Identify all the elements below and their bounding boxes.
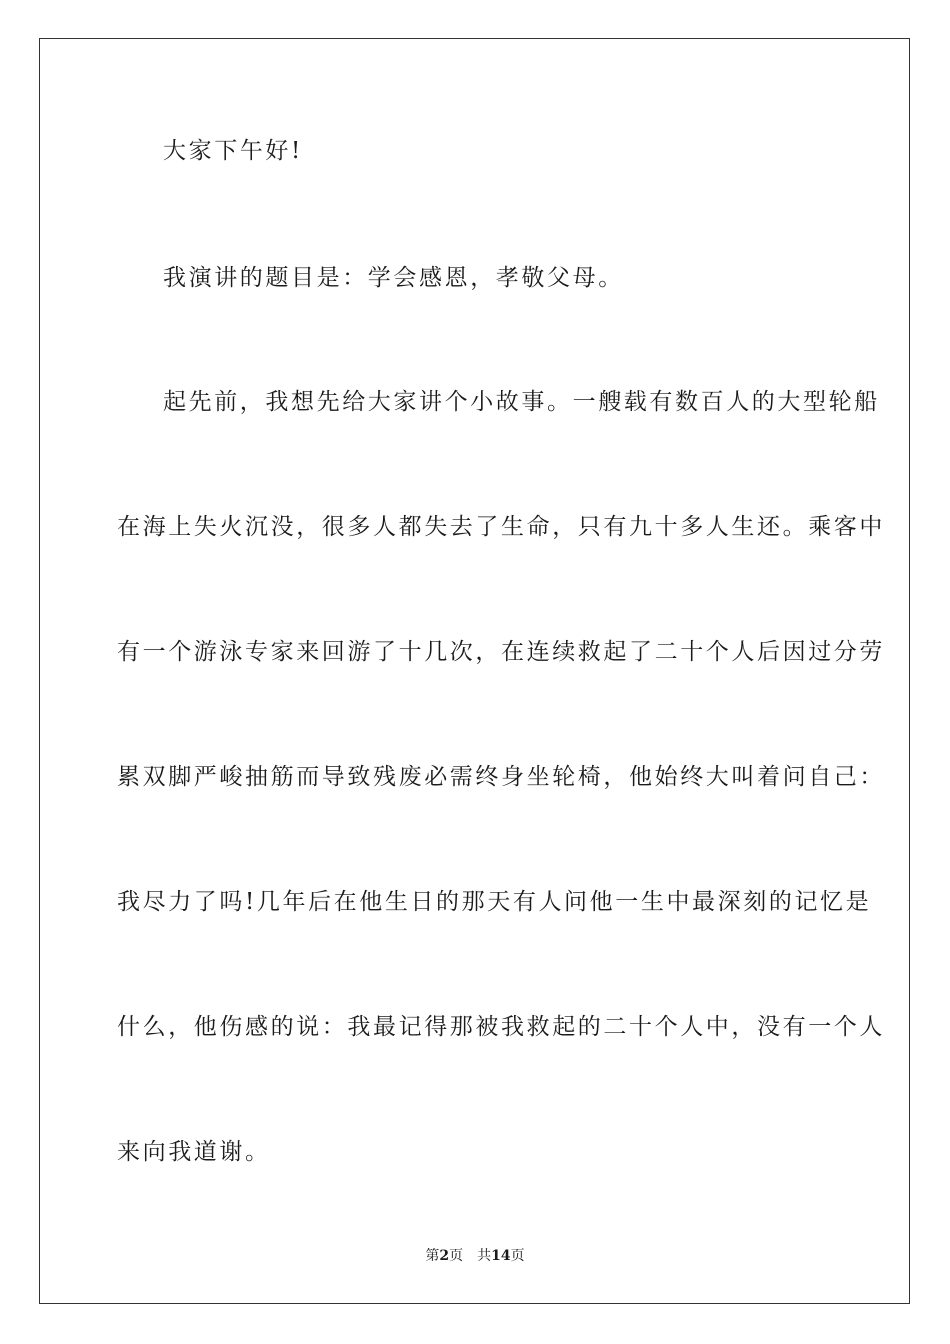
story-line-6: 什么，他伤感的说：我最记得那被我救起的二十个人中，没有一个人	[117, 1014, 885, 1040]
total-suffix: 页	[510, 1248, 525, 1264]
page-prefix: 第	[425, 1248, 440, 1264]
total-prefix: 共	[477, 1248, 492, 1264]
page-suffix: 页	[449, 1248, 464, 1264]
story-line-2: 在海上失火沉没，很多人都失去了生命，只有九十多人生还。乘客中	[117, 514, 885, 540]
story-line-1: 起先前，我想先给大家讲个小故事。一艘载有数百人的大型轮船	[163, 389, 880, 415]
story-line-4: 累双脚严峻抽筋而导致残废必需终身坐轮椅，他始终大叫着问自己：	[117, 764, 885, 790]
story-line-5: 我尽力了吗!几年后在他生日的那天有人问他一生中最深刻的记忆是	[117, 889, 872, 915]
story-line-7: 来向我道谢。	[117, 1139, 271, 1165]
page-number: 2	[439, 1248, 450, 1264]
page-footer	[0, 1247, 950, 1265]
total-pages: 14	[491, 1248, 511, 1264]
topic-line: 我演讲的题目是：学会感恩，孝敬父母。	[163, 265, 624, 291]
page-border	[39, 38, 910, 1304]
greeting-line: 大家下午好!	[163, 138, 303, 164]
story-line-3: 有一个游泳专家来回游了十几次，在连续救起了二十个人后因过分劳	[117, 639, 885, 665]
